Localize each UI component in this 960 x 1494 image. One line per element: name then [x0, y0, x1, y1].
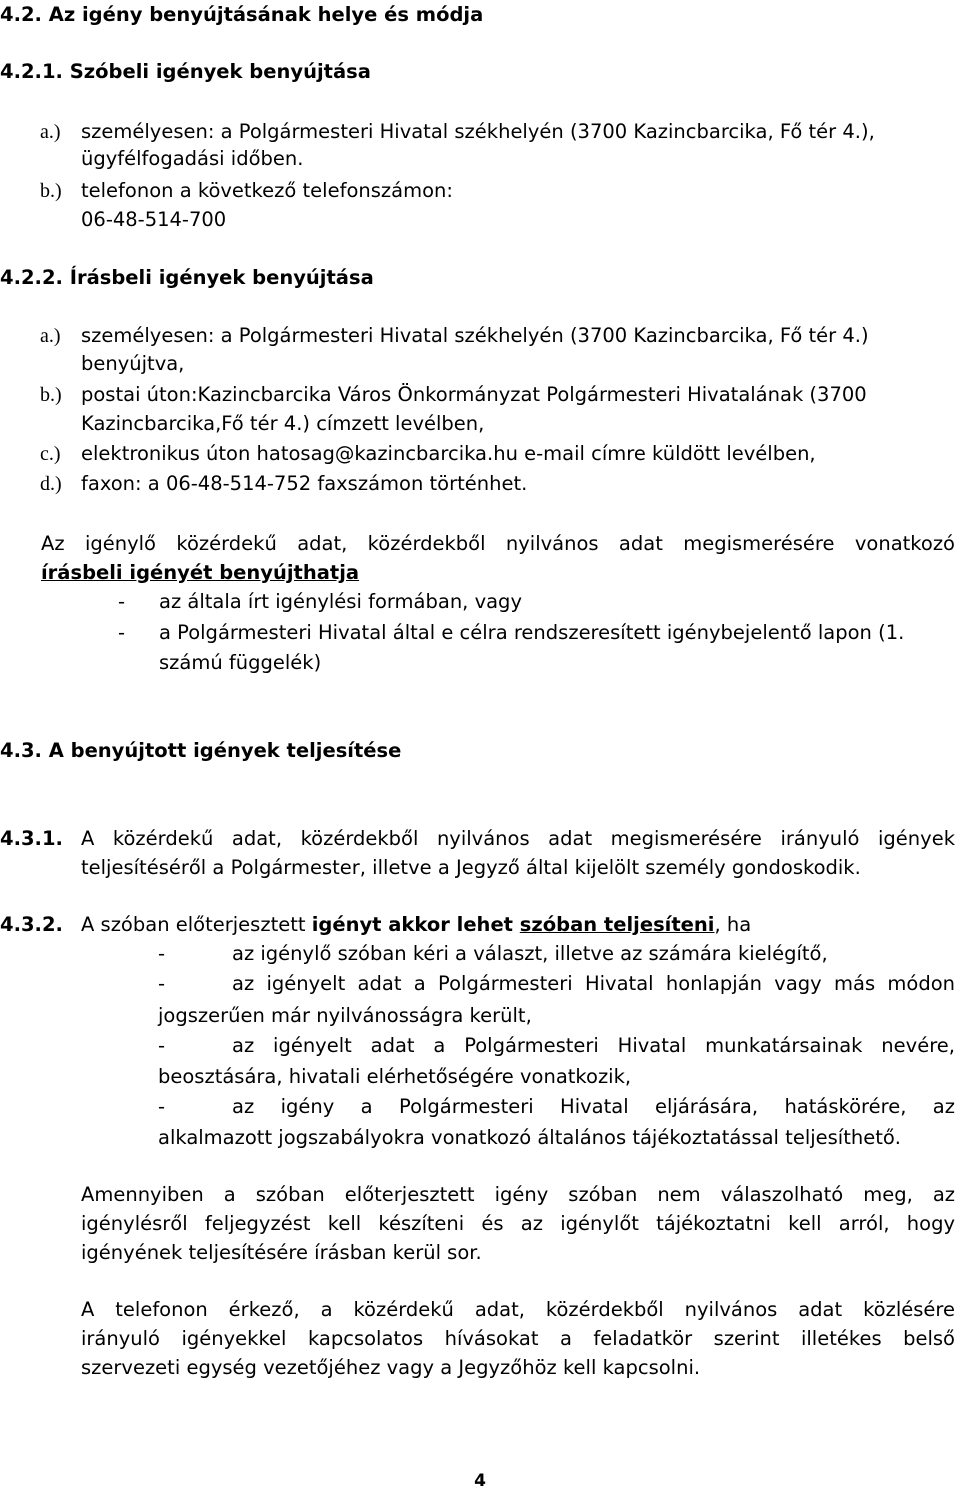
s432-intro-post: , ha	[714, 913, 752, 936]
s432-intro-bold2: szóban teljesíteni	[519, 913, 715, 936]
bullet-dash: -	[118, 621, 126, 644]
s432-bullet-4-line2: alkalmazott jogszabályokra vonatkozó általános tájékoztatással teljesíthető.	[158, 1126, 901, 1149]
s432-bullet-2-line2: jogszerűen már nyilvánosságra került,	[158, 1004, 532, 1027]
item-marker-c: c.)	[40, 443, 61, 465]
phone-number: 06-48-514-700	[81, 208, 227, 231]
section-heading-4-2-1: 4.2.1. Szóbeli igények benyújtása	[0, 60, 371, 83]
page-number: 4	[474, 1471, 486, 1491]
section-number-4-3-1: 4.3.1.	[0, 827, 63, 850]
s432-bullet-2-line1: az igényelt adat a Polgármesteri Hivatal honlapján vagy más módon	[232, 972, 955, 995]
written-bullet-2-line2: számú függelék)	[159, 651, 322, 674]
written-item-a-line2: benyújtva,	[81, 352, 185, 375]
written-item-b-line1: postai úton:Kazincbarcika Város Önkormányzat Polgármesteri Hivatalának (3700	[81, 383, 867, 406]
written-item-c-line1: elektronikus úton hatosag@kazincbarcika.hu e-mail címre küldött levélben,	[81, 442, 816, 465]
written-item-b-line2: Kazincbarcika,Fő tér 4.) címzett levélben,	[81, 412, 485, 435]
written-item-a-line1: személyesen: a Polgármesteri Hivatal székhelyén (3700 Kazincbarcika, Fő tér 4.)	[81, 324, 869, 347]
section-heading-4-2: 4.2. Az igény benyújtásának helye és módja	[0, 3, 484, 26]
s432-intro-pre: A szóban előterjesztett	[81, 913, 312, 936]
para1-line1: Amennyiben a szóban előterjesztett igény szóban nem válaszolható meg, az	[81, 1183, 955, 1206]
s432-bullet-4-line1: az igény a Polgármesteri Hivatal eljárására, hatáskörére, az	[232, 1095, 955, 1118]
bullet-dash: -	[158, 942, 166, 965]
s432-bullet-3-line2: beosztására, hivatali elérhetőségére vonatkozik,	[158, 1065, 632, 1088]
written-bullet-2-line1: a Polgármesteri Hivatal által e célra rendszeresített igénybejelentő lapon (1.	[159, 621, 905, 644]
section-heading-4-2-2: 4.2.2. Írásbeli igények benyújtása	[0, 266, 374, 289]
item-marker-a: a.)	[40, 121, 61, 143]
item-marker-b: b.)	[40, 384, 62, 406]
s432-bullet-3-line1: az igényelt adat a Polgármesteri Hivatal munkatársainak nevére,	[232, 1034, 955, 1057]
para1-line3: igényének teljesítésére írásban kerül sor.	[81, 1241, 482, 1264]
written-item-d-line1: faxon: a 06-48-514-752 faxszámon történhet.	[81, 472, 528, 495]
para1-line2: igénylésről feljegyzést kell készíteni és az igénylőt tájékoztatni kell arról, hogy	[81, 1212, 955, 1235]
oral-item-b-line1: telefonon a következő telefonszámon:	[81, 179, 453, 202]
bullet-dash: -	[158, 1034, 166, 1057]
s431-line1: A közérdekű adat, közérdekből nyilvános adat megismerésére irányuló igények	[81, 827, 955, 850]
written-intro-line2: írásbeli igényét benyújthatja	[41, 561, 360, 584]
s431-line2: teljesítéséről a Polgármester, illetve a Jegyző által kijelölt személy gondoskodik.	[81, 856, 861, 879]
bullet-dash: -	[118, 590, 126, 613]
s432-intro-bold1: igényt akkor lehet	[311, 913, 520, 936]
written-intro-line1: Az igénylő közérdekű adat, közérdekből nyilvános adat megismerésére vonatkozó	[41, 532, 955, 555]
section-number-4-3-2: 4.3.2.	[0, 913, 63, 936]
oral-item-a-line1: személyesen: a Polgármesteri Hivatal székhelyén (3700 Kazincbarcika, Fő tér 4.),	[81, 120, 875, 143]
item-marker-a: a.)	[40, 325, 61, 347]
oral-item-a-line2: ügyfélfogadási időben.	[81, 147, 304, 170]
s432-intro	[81, 914, 751, 935]
s432-bullet-1-line1: az igénylő szóban kéri a választ, illetve az számára kielégítő,	[232, 942, 828, 965]
item-marker-b: b.)	[40, 180, 62, 202]
bullet-dash: -	[158, 972, 166, 995]
para2-line3: szervezeti egység vezetőjéhez vagy a Jegyzőhöz kell kapcsolni.	[81, 1356, 701, 1379]
para2-line1: A telefonon érkező, a közérdekű adat, közérdekből nyilvános adat közlésére	[81, 1298, 955, 1321]
written-bullet-1-line1: az általa írt igénylési formában, vagy	[159, 590, 522, 613]
section-heading-4-3: 4.3. A benyújtott igények teljesítése	[0, 739, 402, 762]
bullet-dash: -	[158, 1095, 166, 1118]
item-marker-d: d.)	[40, 473, 62, 495]
para2-line2: irányuló igényekkel kapcsolatos hívásokat a feladatkör szerint illetékes belső	[81, 1327, 955, 1350]
